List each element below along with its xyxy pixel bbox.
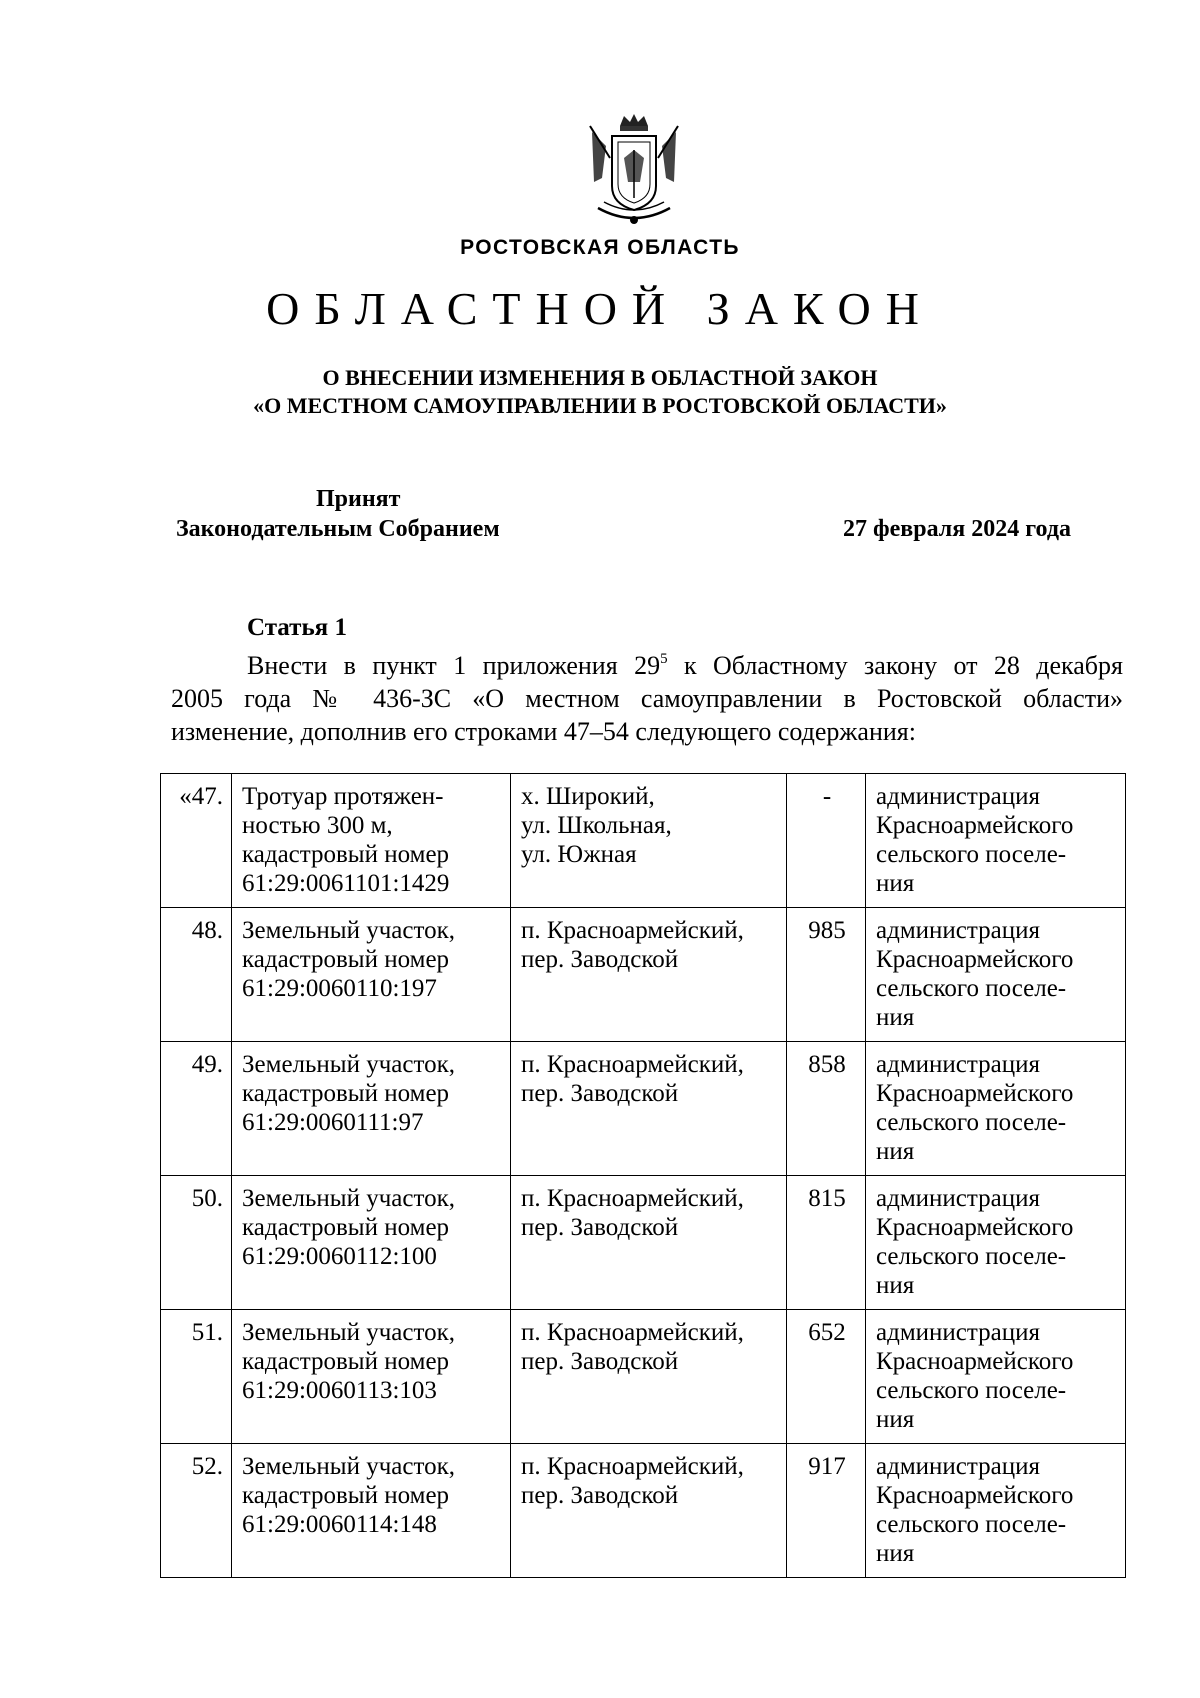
object-cell bbox=[232, 908, 511, 1042]
address-line: пер. Заводской bbox=[521, 1214, 679, 1241]
address-cell bbox=[511, 1310, 787, 1444]
owner-line: администрация bbox=[876, 1051, 1040, 1078]
amendment-table bbox=[160, 773, 1126, 1578]
owner-line: Красноармейского bbox=[876, 1348, 1074, 1375]
object-line: 61:29:0060110:197 bbox=[242, 975, 437, 1002]
address-cell bbox=[511, 1176, 787, 1310]
owner-cell bbox=[866, 1176, 1126, 1310]
owner-line: ния bbox=[876, 1540, 915, 1567]
address-cell bbox=[511, 908, 787, 1042]
row-number-cell: 48. bbox=[161, 908, 232, 1042]
row-number-cell: 50. bbox=[161, 1176, 232, 1310]
address-line: пер. Заводской bbox=[521, 946, 679, 973]
owner-line: ния bbox=[876, 1004, 915, 1031]
area-cell: 917 bbox=[787, 1444, 866, 1578]
article-heading: Статья 1 bbox=[247, 614, 347, 641]
article-text-line-2: 2005 года № 436-ЗС «О местном самоуправлении в Ростовской области» bbox=[171, 684, 1123, 713]
object-cell bbox=[232, 1444, 511, 1578]
adoption-body: Законодательным Собранием bbox=[176, 516, 500, 542]
table-row bbox=[161, 1176, 1126, 1310]
row-number-cell: 51. bbox=[161, 1310, 232, 1444]
article-text-before-sup: Внести в пункт 1 приложения 29 bbox=[247, 651, 661, 680]
area-cell: 815 bbox=[787, 1176, 866, 1310]
owner-line: сельского поселе- bbox=[876, 1511, 1067, 1538]
row-number-cell: 49. bbox=[161, 1042, 232, 1176]
owner-line: сельского поселе- bbox=[876, 1377, 1067, 1404]
area-cell: 858 bbox=[787, 1042, 866, 1176]
owner-line: Красноармейского bbox=[876, 812, 1074, 839]
object-line: 61:29:0060113:103 bbox=[242, 1377, 437, 1404]
object-line: кадастровый номер bbox=[242, 841, 450, 868]
owner-cell bbox=[866, 908, 1126, 1042]
owner-line: администрация bbox=[876, 1453, 1040, 1480]
adoption-label: Принят bbox=[316, 486, 401, 512]
object-line: 61:29:0060114:148 bbox=[242, 1511, 437, 1538]
owner-line: ния bbox=[876, 870, 915, 897]
owner-cell bbox=[866, 1042, 1126, 1176]
table-row bbox=[161, 1042, 1126, 1176]
address-line: п. Красноармейский, bbox=[521, 1051, 744, 1078]
owner-cell bbox=[866, 774, 1126, 908]
object-line: Земельный участок, bbox=[242, 917, 455, 944]
owner-line: ния bbox=[876, 1138, 915, 1165]
address-line: п. Красноармейский, bbox=[521, 1319, 744, 1346]
owner-line: администрация bbox=[876, 1185, 1040, 1212]
object-line: Земельный участок, bbox=[242, 1319, 455, 1346]
area-cell: 985 bbox=[787, 908, 866, 1042]
article-text-line-3: изменение, дополнив его строками 47–54 следующего содержания: bbox=[171, 717, 916, 746]
object-line: Земельный участок, bbox=[242, 1185, 455, 1212]
object-line: кадастровый номер bbox=[242, 1214, 450, 1241]
adoption-date: 27 февраля 2024 года bbox=[843, 516, 1071, 542]
owner-line: сельского поселе- bbox=[876, 975, 1067, 1002]
object-line: 61:29:0060112:100 bbox=[242, 1243, 437, 1270]
row-number-cell: 52. bbox=[161, 1444, 232, 1578]
area-cell: - bbox=[787, 774, 866, 908]
law-title-line-2: «О МЕСТНОМ САМОУПРАВЛЕНИИ В РОСТОВСКОЙ ОБЛАСТИ» bbox=[253, 393, 947, 418]
address-line: ул. Школьная, bbox=[521, 812, 672, 839]
table-row bbox=[161, 908, 1126, 1042]
owner-line: сельского поселе- bbox=[876, 1243, 1067, 1270]
area-cell: 652 bbox=[787, 1310, 866, 1444]
owner-line: администрация bbox=[876, 783, 1040, 810]
object-cell bbox=[232, 774, 511, 908]
address-line: п. Красноармейский, bbox=[521, 1185, 744, 1212]
address-line: ул. Южная bbox=[521, 841, 637, 868]
owner-line: сельского поселе- bbox=[876, 841, 1067, 868]
article-text-after-sup: к Областному закону от 28 декабря bbox=[667, 651, 1123, 680]
owner-cell bbox=[866, 1444, 1126, 1578]
address-cell bbox=[511, 1042, 787, 1176]
address-line: пер. Заводской bbox=[521, 1080, 679, 1107]
address-line: п. Красноармейский, bbox=[521, 917, 744, 944]
object-line: ностью 300 м, bbox=[242, 812, 393, 839]
owner-line: Красноармейского bbox=[876, 1080, 1074, 1107]
object-line: кадастровый номер bbox=[242, 1348, 450, 1375]
owner-cell bbox=[866, 1310, 1126, 1444]
table-row bbox=[161, 1310, 1126, 1444]
object-line: кадастровый номер bbox=[242, 946, 450, 973]
object-line: кадастровый номер bbox=[242, 1482, 450, 1509]
region-name: РОСТОВСКАЯ ОБЛАСТЬ bbox=[460, 236, 740, 259]
object-line: Земельный участок, bbox=[242, 1051, 455, 1078]
address-line: х. Широкий, bbox=[521, 783, 655, 810]
owner-line: ния bbox=[876, 1272, 915, 1299]
table-row bbox=[161, 1444, 1126, 1578]
owner-line: администрация bbox=[876, 917, 1040, 944]
appendix-superscript: 5 bbox=[660, 651, 668, 668]
owner-line: сельского поселе- bbox=[876, 1109, 1067, 1136]
owner-line: администрация bbox=[876, 1319, 1040, 1346]
address-line: пер. Заводской bbox=[521, 1482, 679, 1509]
object-line: Земельный участок, bbox=[242, 1453, 455, 1480]
row-number-cell: «47. bbox=[161, 774, 232, 908]
owner-line: Красноармейского bbox=[876, 1482, 1074, 1509]
owner-line: Красноармейского bbox=[876, 946, 1074, 973]
object-line: кадастровый номер bbox=[242, 1080, 450, 1107]
coat-of-arms-icon bbox=[584, 112, 684, 230]
object-cell bbox=[232, 1310, 511, 1444]
object-line: 61:29:0060111:97 bbox=[242, 1109, 424, 1136]
address-cell bbox=[511, 1444, 787, 1578]
object-line: Тротуар протяжен- bbox=[242, 783, 444, 810]
law-title-line-1: О ВНЕСЕНИИ ИЗМЕНЕНИЯ В ОБЛАСТНОЙ ЗАКОН bbox=[322, 365, 878, 390]
article-text-line-1 bbox=[171, 650, 1123, 682]
object-line: 61:29:0061101:1429 bbox=[242, 870, 450, 897]
address-line: пер. Заводской bbox=[521, 1348, 679, 1375]
object-cell bbox=[232, 1176, 511, 1310]
address-line: п. Красноармейский, bbox=[521, 1453, 744, 1480]
owner-line: Красноармейского bbox=[876, 1214, 1074, 1241]
object-cell bbox=[232, 1042, 511, 1176]
owner-line: ния bbox=[876, 1406, 915, 1433]
address-cell bbox=[511, 774, 787, 908]
table-row bbox=[161, 774, 1126, 908]
law-type: ОБЛАСТНОЙ ЗАКОН bbox=[266, 283, 934, 334]
